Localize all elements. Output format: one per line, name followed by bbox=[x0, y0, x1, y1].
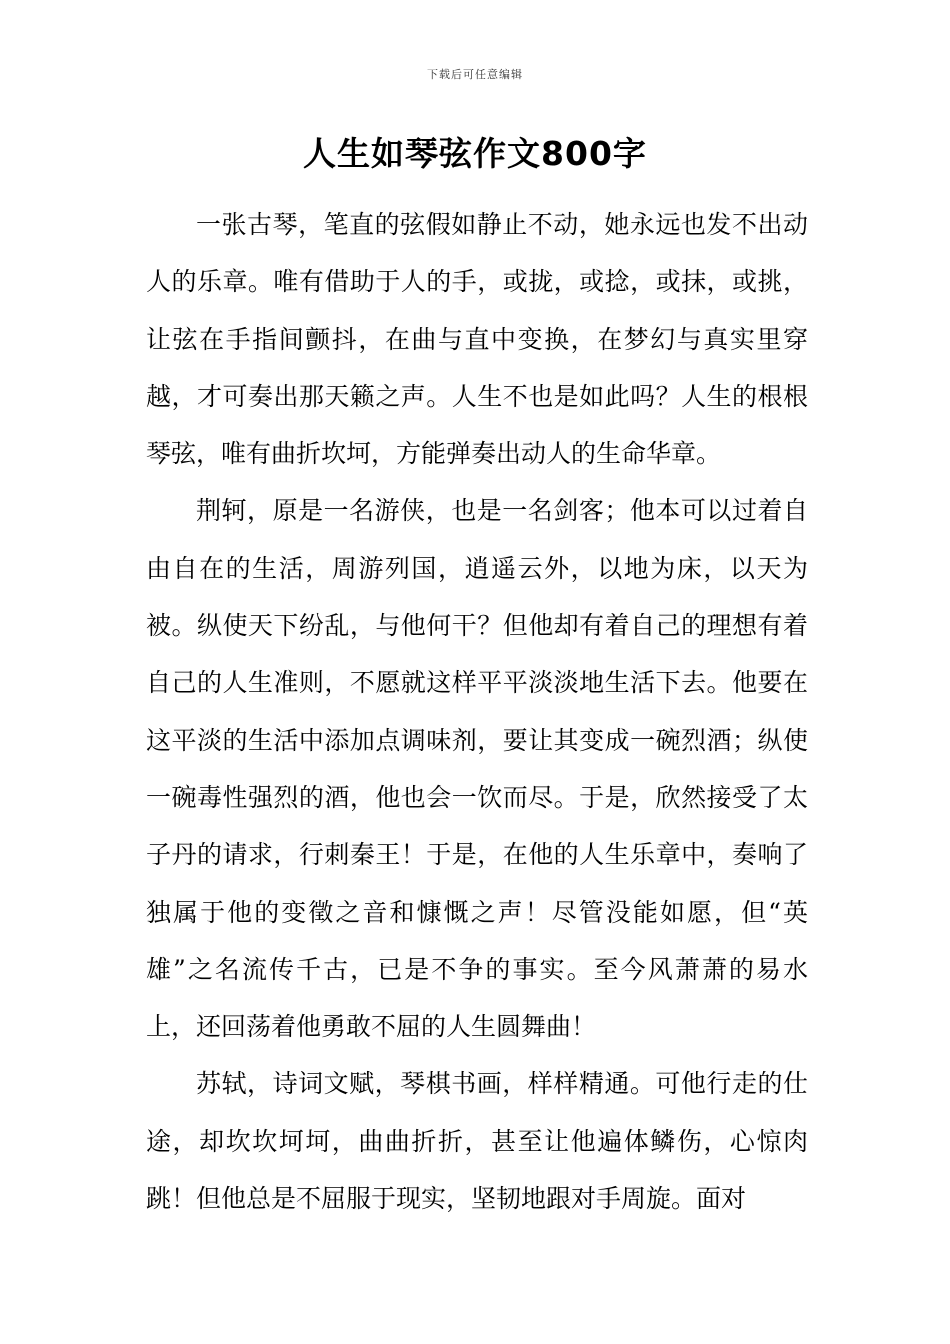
page-title: 人生如琴弦作文800字 bbox=[303, 134, 647, 173]
article-body bbox=[146, 196, 808, 1227]
paragraph: 荆轲，原是一名游侠，也是一名剑客；他本可以过着自由自在的生活，周游列国，逍遥云外，以地为床，以天为被。纵使天下纷乱，与他何干？但他却有着自己的理想有着自己的人生准则，不愿就这样平平淡淡地生活下去。他要在这平淡的生活中添加点调味剂，要让其变成一碗烈酒；纵使一碗毒性强烈的酒，他也会一饮而尽。于是，欣然接受了太子丹的请求，行刺秦王！于是，在他的人生乐章中，奏响了独属于他的变徵之音和慷慨之声！尽管没能如愿，但“英雄”之名流传千古，已是不争的事实。至今风萧萧的易水上，还回荡着他勇敢不屈的人生圆舞曲！ bbox=[146, 496, 808, 1042]
paragraph: 一张古琴，笔直的弦假如静止不动，她永远也发不出动人的乐章。唯有借助于人的手，或拢，或捻，或抹，或挑，让弦在手指间颤抖，在曲与直中变换，在梦幻与真实里穿越，才可奏出那天籁之声。人生不也是如此吗？人生的根根琴弦，唯有曲折坎坷，方能弹奏出动人的生命华章。 bbox=[146, 210, 808, 469]
paragraph: 苏轼，诗词文赋，琴棋书画，样样精通。可他行走的仕途，却坎坎坷坷，曲曲折折，甚至让他遍体鳞伤，心惊肉跳！但他总是不屈服于现实，坚韧地跟对手周旋。面对 bbox=[146, 1069, 808, 1214]
header-note: 下载后可任意编辑 bbox=[427, 68, 523, 81]
